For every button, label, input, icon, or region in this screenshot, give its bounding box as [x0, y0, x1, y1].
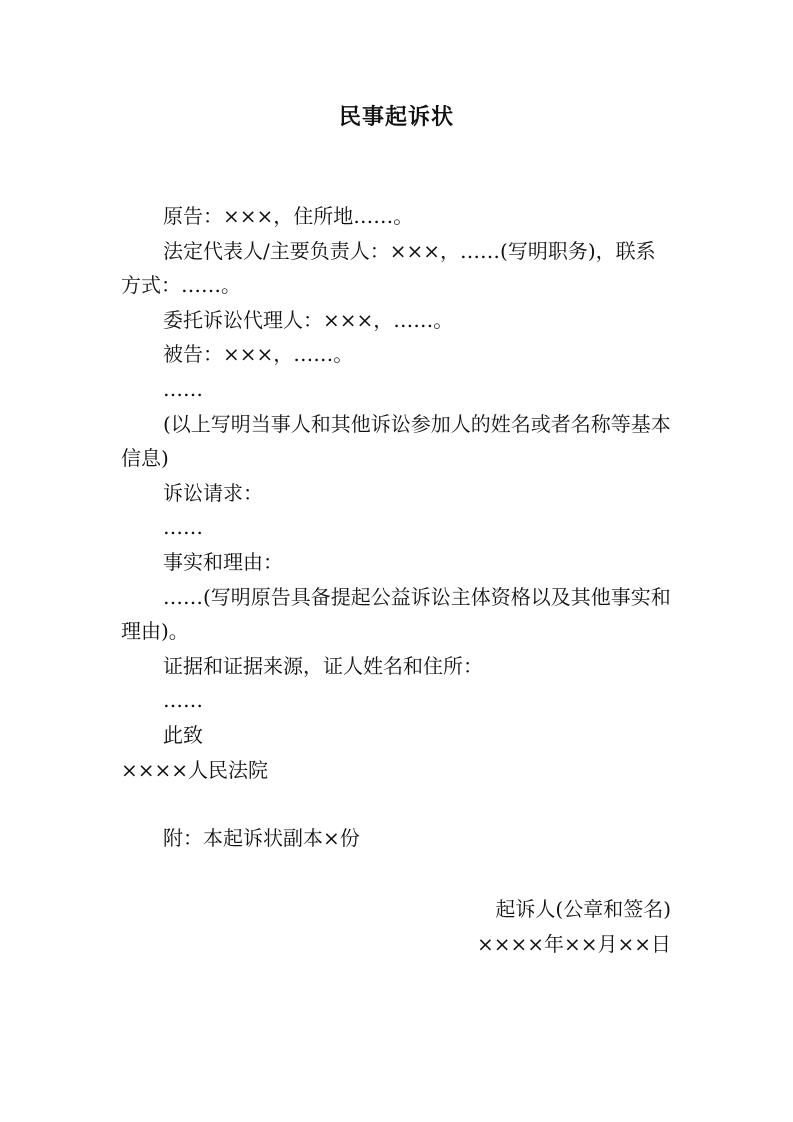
agent-line: 委托诉讼代理人：×××，……。	[163, 307, 454, 332]
court-name: ××××人民法院	[121, 757, 269, 782]
claims-heading: 诉讼请求：	[163, 480, 263, 505]
document-title: 民事起诉状	[338, 104, 454, 130]
spacer	[121, 787, 671, 821]
ellipsis-line: ……	[163, 688, 203, 713]
facts-heading: 事实和理由：	[163, 549, 283, 574]
salutation: 此致	[163, 722, 203, 747]
defendant-line: 被告：×××，……。	[163, 342, 354, 367]
ellipsis-line: ……	[163, 376, 203, 401]
evidence-heading: 证据和证据来源，证人姓名和住所：	[163, 653, 483, 678]
ellipsis-line: ……	[163, 515, 203, 540]
signer-line: 起诉人(公章和签名)	[495, 897, 671, 921]
legal-representative-line: 法定代表人/主要负责人：×××，……(写明职务)，联系方式：……。	[121, 238, 656, 298]
party-info-note: (以上写明当事人和其他诉讼参加人的姓名或者名称等基本信息)	[121, 411, 671, 471]
plaintiff-line: 原告：×××，住所地……。	[163, 204, 414, 228]
signature-block	[477, 892, 671, 961]
facts-note: ……(写明原告具备提起公益诉讼主体资格以及其他事实和理由)。	[121, 584, 671, 644]
document-body	[121, 199, 671, 856]
attachment-line: 附：本起诉状副本×份	[163, 826, 360, 851]
date-line: ××××年××月××日	[476, 931, 671, 956]
